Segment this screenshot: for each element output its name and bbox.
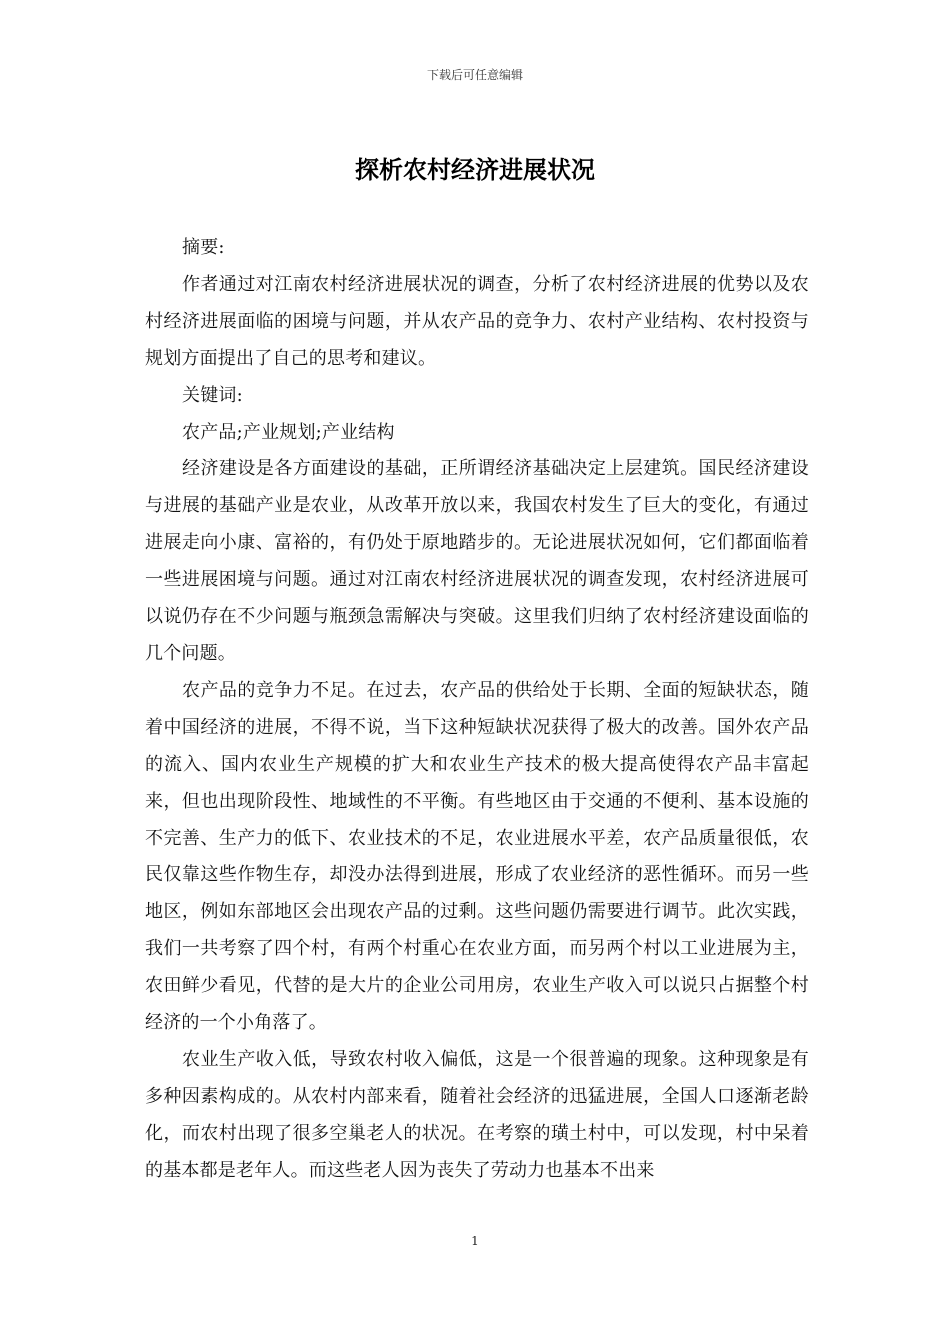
abstract-text: 作者通过对江南农村经济进展状况的调查，分析了农村经济进展的优势以及农村经济进展面临的困境与问题，并从农产品的竞争力、农村产业结构、农村投资与规划方面提出了自己的思考和建议。 bbox=[145, 273, 809, 369]
document-body bbox=[145, 230, 809, 1190]
keywords-text: 农产品;产业规划;产业结构 bbox=[182, 421, 395, 443]
page-header: 下载后可任意编辑 bbox=[426, 68, 523, 82]
body-paragraph: 经济建设是各方面建设的基础，正所谓经济基础决定上层建筑。国民经济建设与进展的基础产业是农业，从改革开放以来，我国农村发生了巨大的变化，有通过进展走向小康、富裕的，有仍处于原地踏步的。无论进展状况如何，它们都面临着一些进展困境与问题。通过对江南农村经济进展状况的调查发现，农村经济进展可以说仍存在不少问题与瓶颈急需解决与突破。这里我们归纳了农村经济建设面临的几个问题。 bbox=[145, 458, 809, 664]
body-paragraph: 农业生产收入低，导致农村收入偏低，这是一个很普遍的现象。这种现象是有多种因素构成的。从农村内部来看，随着社会经济的迅猛进展，全国人口逐渐老龄化，而农村出现了很多空巢老人的状况。在考察的璜土村中，可以发现，村中呆着的基本都是老年人。而这些老人因为丧失了劳动力也基本不出来 bbox=[145, 1048, 809, 1181]
body-paragraph: 农产品的竞争力不足。在过去，农产品的供给处于长期、全面的短缺状态，随着中国经济的进展，不得不说，当下这种短缺状况获得了极大的改善。国外农产品的流入、国内农业生产规模的扩大和农业生产技术的极大提高使得农产品丰富起来，但也出现阶段性、地域性的不平衡。有些地区由于交通的不便利、基本设施的不完善、生产力的低下、农业技术的不足，农业进展水平差，农产品质量很低，农民仅靠这些作物生存，却没办法得到进展，形成了农业经济的恶性循环。而另一些地区，例如东部地区会出现农产品的过剩。这些问题仍需要进行调节。此次实践，我们一共考察了四个村，有两个村重心在农业方面，而另两个村以工业进展为主，农田鲜少看见，代替的是大片的企业公司用房，农业生产收入可以说只占据整个村经济的一个小角落了。 bbox=[145, 679, 809, 1034]
abstract-label: 摘要: bbox=[182, 237, 225, 258]
document-title: 探析农村经济进展状况 bbox=[355, 156, 595, 184]
keywords-label: 关键词: bbox=[182, 384, 243, 406]
page-number: 1 bbox=[471, 1234, 479, 1248]
